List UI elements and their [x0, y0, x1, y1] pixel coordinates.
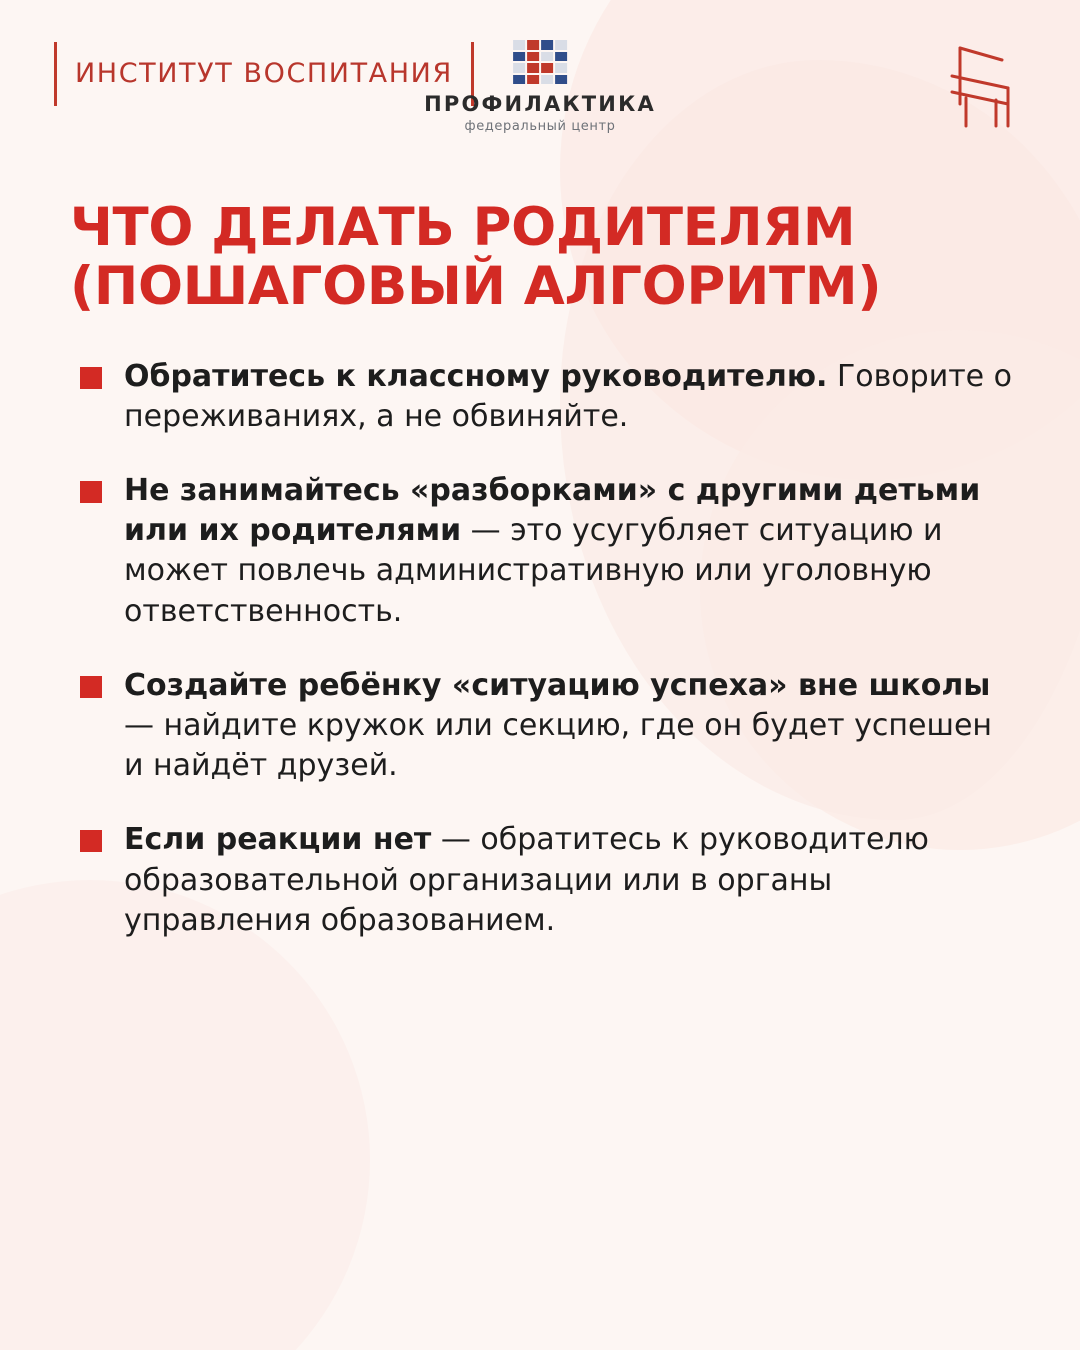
steps-list	[80, 357, 1018, 941]
list-item-rest: — найдите кружок или секцию, где он будет успешен и найдёт друзей.	[124, 708, 993, 784]
list-item	[80, 666, 1018, 787]
bullet-square-icon	[80, 481, 102, 503]
brand-institute-label: ИНСТИТУТ ВОСПИТАНИЯ	[75, 58, 453, 89]
background-blob-bottom-left	[0, 880, 370, 1350]
page-title-line-1: ЧТО ДЕЛАТЬ РОДИТЕЛЯМ	[70, 197, 856, 258]
brand-profilaktika	[424, 40, 656, 134]
page-title	[70, 198, 1026, 317]
list-item-bold: Обратитесь к классному руководителю.	[124, 358, 828, 394]
list-item-rest: — это усугубляет ситуацию и может повлечь административную или уголовную ответственность.	[124, 513, 943, 629]
bullet-square-icon	[80, 830, 102, 852]
header	[0, 0, 1080, 170]
list-item-bold: Если реакции нет	[124, 822, 432, 858]
chair-outline-icon	[930, 42, 1026, 130]
list-item	[80, 357, 1018, 437]
brand-divider-left	[54, 42, 57, 106]
list-item-rest: — обратитесь к руководителю образовательной организации или в органы управления образованием.	[124, 822, 929, 938]
profilaktika-logo-name: ПРОФИЛАКТИКА	[424, 92, 656, 116]
bullet-square-icon	[80, 367, 102, 389]
brand-institute	[54, 42, 474, 106]
list-item-text	[124, 666, 1018, 787]
list-item	[80, 820, 1018, 941]
list-item	[80, 471, 1018, 632]
profilaktika-logo-icon	[513, 40, 567, 84]
profilaktika-logo-subtitle: федеральный центр	[464, 119, 616, 134]
list-item-rest: Говорите о переживаниях, а не обвиняйте.	[124, 358, 1013, 434]
list-item-text	[124, 471, 1018, 632]
list-item-text	[124, 357, 1018, 437]
list-item-bold: Создайте ребёнку «ситуацию успеха» вне школы	[124, 667, 991, 703]
list-item-text	[124, 820, 1018, 941]
page-title-line-2: (ПОШАГОВЫЙ АЛГОРИТМ)	[70, 256, 882, 318]
bullet-square-icon	[80, 676, 102, 698]
list-item-bold: Не занимайтесь «разборками» с другими детьми или их родителями	[124, 473, 981, 549]
